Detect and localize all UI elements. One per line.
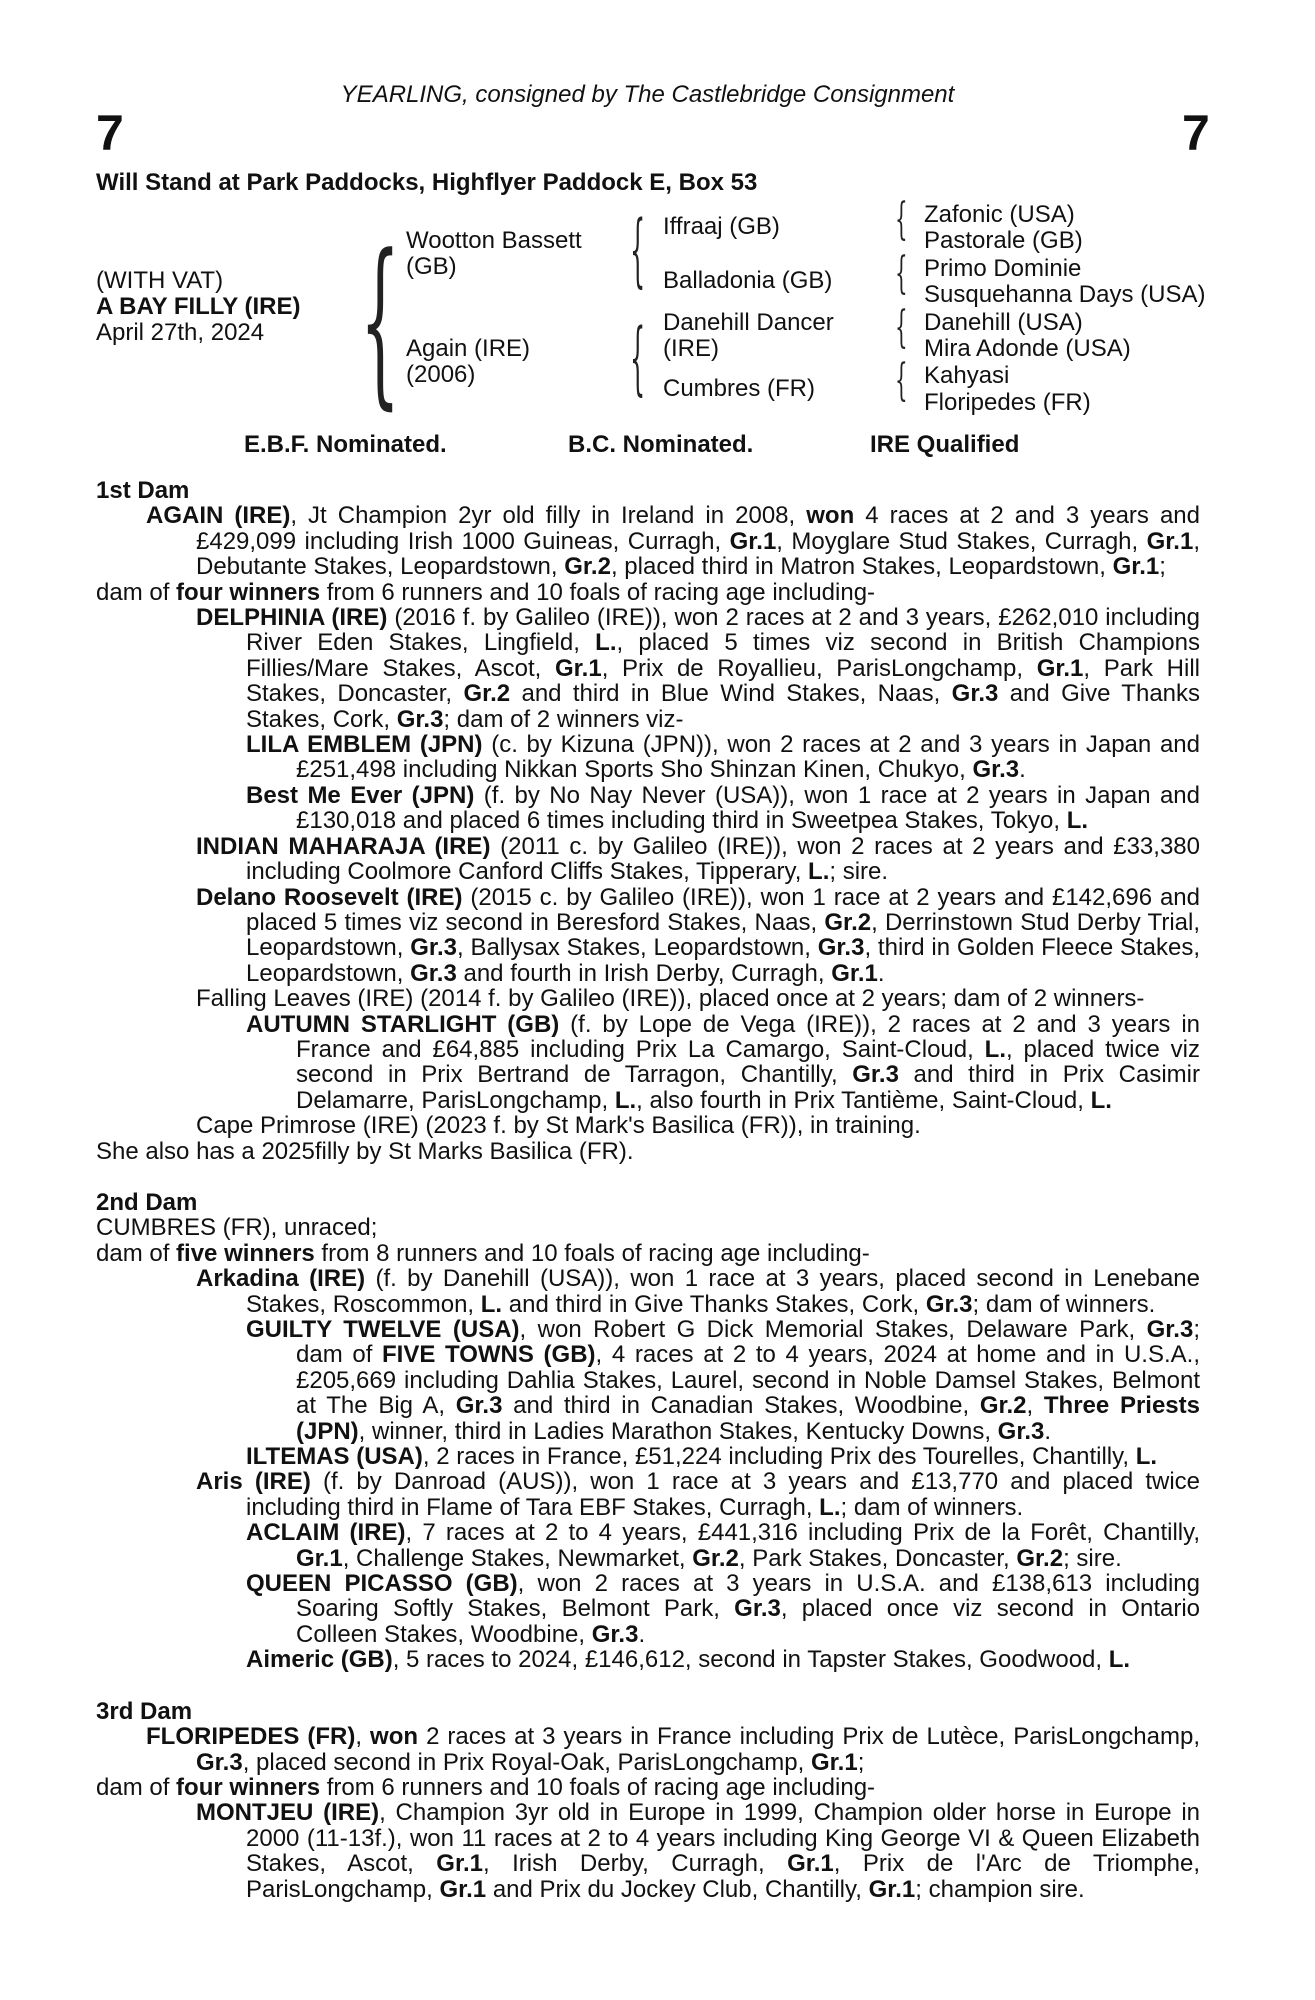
pedigree-dds: Kahyasi [924,362,1010,389]
produce-aimeric: Aimeric (GB), 5 races to 2024, £146,612, second in Tapster Stakes, Goodwood, L. [246,1646,1131,1674]
pedigree-sds: Primo Dominie [924,255,1082,282]
produce-lila-emblem: LILA EMBLEM (JPN) (c. by Kizuna (JPN)), won 2 races at 2 and 3 years in Japan and £251,498 including Nikkan Sports Sho Shinzan Kinen, Chukyo, Gr.3. [246,731,1200,784]
produce-delano-roosevelt: Delano Roosevelt (IRE) (2015 c. by Galileo (IRE)), won 1 race at 2 years and £142,696 and placed 5 times viz second in Beresford Stakes, Naas, Gr.2, Derrinstown Stud Derby Trial, Leopardstown, Gr.3, Ballysax Stakes, Leopardstown, Gr.3, third in Golden Fleece Stakes, Leopardstown, Gr.3 and fourth in Irish Derby, Curragh, Gr.1. [196,883,1201,987]
produce-queen-picasso: QUEEN PICASSO (GB), won 2 races at 3 years in U.S.A. and £138,613 including Soaring Softly Stakes, Belmont Park, Gr.3, placed once viz second in Ontario Colleen Stakes, Woodbine, Gr.3. [246,1570,1201,1648]
pedigree-brace-dam: { [630,311,646,404]
produce-aris: Aris (IRE) (f. by Danroad (AUS)), won 1 race at 3 years and £13,770 and placed twice including third in Flame of Tara EBF Stakes, Curragh, L.; dam of winners. [196,1468,1200,1521]
pedigree-dam-dam: Cumbres (FR) [663,375,816,402]
bc-nomination: B.C. Nominated. [568,431,754,458]
pedigree-sire-dam: Balladonia (GB) [663,267,833,294]
pedigree-dsd: Mira Adonde (USA) [924,335,1131,362]
produce-falling-leaves: Falling Leaves (IRE) (2014 f. by Galileo (IRE)), placed once at 2 years; dam of 2 winners- [196,985,1145,1013]
produce-autumn-starlight: AUTUMN STARLIGHT (GB) (f. by Lope de Vega (IRE)), 2 races at 2 and 3 years in France and £64,885 including Prix La Camargo, Saint-Cloud, L., placed twice viz second in Prix Bertrand de Tarragon, Chantilly, Gr.3 and third in Prix Casimir Delamarre, ParisLongchamp, L., also fourth in Prix Tantième, Saint-Cloud, L. [246,1010,1201,1114]
pedigree-sss: Zafonic (USA) [924,201,1075,228]
first-dam-heading: 1st Dam [96,477,190,504]
pedigree-dam-sire: Danehill Dancer (IRE) [663,309,834,362]
pedigree-sire: Wootton Bassett (GB) [406,227,582,280]
pedigree-brace-ss: { [895,194,908,245]
ebf-nomination: E.B.F. Nominated. [244,431,447,458]
page-subtitle: YEARLING, consigned by The Castlebridge Consignment [340,81,955,108]
first-dam-entry: AGAIN (IRE), Jt Champion 2yr old filly in Ireland in 2008, won 4 races at 2 and 3 years and £429,099 including Irish 1000 Guineas, Curragh, Gr.1, Moyglare Stud Stakes, Curragh, Gr.1, Debutante Stakes, Leopardstown, Gr.2, placed third in Matron Stakes, Leopardstown, Gr.1; [146,502,1200,581]
produce-delphinia: DELPHINIA (IRE) (2016 f. by Galileo (IRE)), won 2 races at 2 and 3 years, £262,010 including River Eden Stakes, Lingfield, L., placed 5 times viz second in British Champions Fillies/Mare Stakes, Ascot, Gr.1, Prix de Royallieu, ParisLongchamp, Gr.1, Park Hill Stakes, Doncaster, Gr.2 and third in Blue Wind Stakes, Naas, Gr.3 and Give Thanks Stakes, Cork, Gr.3; dam of 2 winners viz- [196,604,1201,733]
produce-2025-filly: She also has a 2025filly by St Marks Basilica (FR). [96,1137,634,1165]
pedigree-sdd: Susquehanna Days (USA) [924,281,1206,308]
lot-number-left: 7 [96,105,124,161]
produce-best-me-ever: Best Me Ever (JPN) (f. by No Nay Never (USA)), won 1 race at 2 years in Japan and £130,018 and placed 6 times including third in Sweetpea Stakes, Tokyo, L. [246,781,1201,835]
pedigree-brace-main: { [360,217,401,426]
horse-name: A BAY FILLY (IRE) [96,293,301,320]
produce-montjeu: MONTJEU (IRE), Champion 3yr old in Europe in 1999, Champion older horse in Europe in 2000 (11-13f.), won 11 races at 2 to 4 years including King George VI & Queen Elizabeth Stakes, Ascot, Gr.1, Irish Derby, Curragh, Gr.1, Prix de l'Arc de Triomphe, ParisLongchamp, Gr.1 and Prix du Jockey Club, Chantilly, Gr.1; champion sire. [196,1799,1200,1903]
pedigree-ssd: Pastorale (GB) [924,227,1083,254]
horse-foaled: April 27th, 2024 [96,319,265,346]
stand-location: Will Stand at Park Paddocks, Highflyer Paddock E, Box 53 [96,169,758,196]
pedigree-brace-ds: { [895,302,908,353]
third-dam-produce-summary: dam of four winners from 6 runners and 10 foals of racing age including- [96,1773,876,1801]
pedigree-sire-sire: Iffraaj (GB) [663,213,780,240]
pedigree-brace-sd: { [895,248,908,299]
produce-cape-primrose: Cape Primrose (IRE) (2023 f. by St Mark's Basilica (FR)), in training. [196,1112,921,1140]
second-dam-entry: CUMBRES (FR), unraced; [96,1214,378,1242]
pedigree-dam: Again (IRE) (2006) [406,335,531,388]
pedigree-brace-dd: { [895,355,908,406]
vat-note: (WITH VAT) [96,267,224,294]
produce-iltemas: ILTEMAS (USA), 2 races in France, £51,224 including Prix des Tourelles, Chantilly, L. [246,1443,1158,1471]
second-dam-produce-summary: dam of five winners from 8 runners and 10 foals of racing age including- [96,1239,870,1267]
third-dam-heading: 3rd Dam [96,1697,193,1725]
first-dam-produce-summary: dam of four winners from 6 runners and 10 foals of racing age including- [96,578,876,606]
produce-arkadina: Arkadina (IRE) (f. by Danehill (USA)), won 1 race at 3 years, placed second in Lenebane Stakes, Roscommon, L. and third in Give Thanks Stakes, Cork, Gr.3; dam of winners. [196,1265,1201,1318]
pedigree-brace-sire: { [630,203,646,296]
third-dam-entry: FLORIPEDES (FR), won 2 races at 3 years in France including Prix de Lutèce, ParisLongchamp, Gr.3, placed second in Prix Royal-Oak, ParisLongchamp, Gr.1; [146,1723,1200,1776]
second-dam-heading: 2nd Dam [96,1188,198,1216]
produce-indian-maharaja: INDIAN MAHARAJA (IRE) (2011 c. by Galileo (IRE)), won 2 races at 2 years and £33,380 including Coolmore Canford Cliffs Stakes, Tipperary, L.; sire. [196,832,1200,886]
pedigree-dss: Danehill (USA) [924,309,1083,336]
lot-number-right: 7 [1182,105,1210,161]
catalogue-text [96,478,1200,1902]
pedigree-ddd: Floripedes (FR) [924,389,1091,416]
produce-guilty-twelve: GUILTY TWELVE (USA), won Robert G Dick Memorial Stakes, Delaware Park, Gr.3; dam of FIVE TOWNS (GB), 4 races at 2 to 4 years, 2024 at home and in U.S.A., £205,669 including Dahlia Stakes, Laurel, second in Noble Damsel Stakes, Belmont at The Big A, Gr.3 and third in Canadian Stakes, Woodbine, Gr.2, Three Priests (JPN), winner, third in Ladies Marathon Stakes, Kentucky Downs, Gr.3. [246,1316,1200,1445]
ire-qualification: IRE Qualified [870,431,1020,458]
produce-aclaim: ACLAIM (IRE), 7 races at 2 to 4 years, £441,316 including Prix de la Forêt, Chantilly, Gr.1, Challenge Stakes, Newmarket, Gr.2, Park Stakes, Doncaster, Gr.2; sire. [246,1519,1200,1572]
